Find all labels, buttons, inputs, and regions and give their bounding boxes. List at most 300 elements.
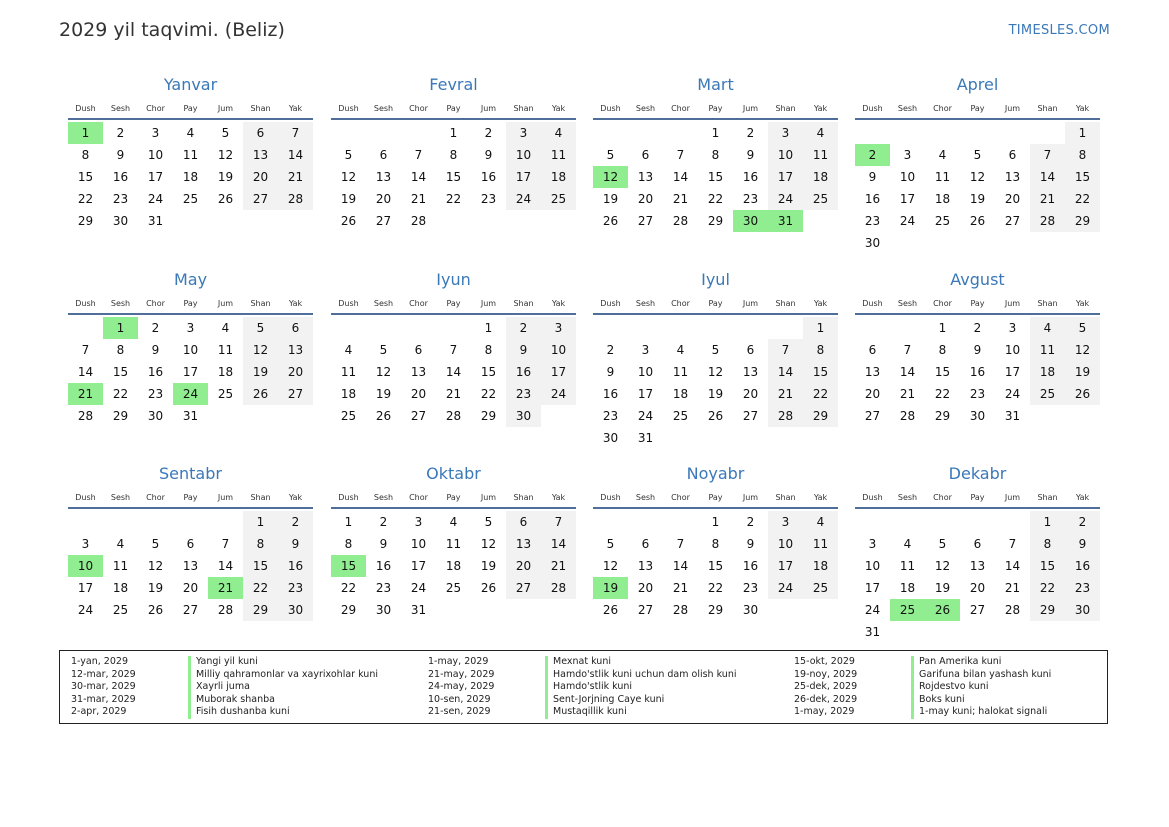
empty-cell <box>366 317 401 339</box>
day-cell: 17 <box>182 365 199 379</box>
weekday-label: Yak <box>813 493 828 502</box>
day-cell: 5 <box>606 537 615 551</box>
weekday-label: Chor <box>933 299 952 308</box>
site-link[interactable]: TIMESLES.COM <box>1008 23 1110 38</box>
weekday-header <box>855 102 1100 116</box>
day-cell: 29 <box>480 409 497 423</box>
day-cell: 16 <box>112 170 129 184</box>
day-cell: 12 <box>1065 339 1100 361</box>
month-aprel <box>855 73 1100 254</box>
week-row <box>593 361 838 383</box>
empty-cell <box>890 122 925 144</box>
empty-cell <box>1065 621 1100 643</box>
weekday-label: Jum <box>742 493 759 502</box>
day-cell: 21 <box>445 387 462 401</box>
empty-cell <box>436 210 471 232</box>
weekday-label: Jum <box>217 104 234 113</box>
empty-cell <box>506 599 541 621</box>
weekday-label: Jum <box>1004 493 1021 502</box>
day-cell: 16 <box>1065 555 1100 577</box>
month-dekabr <box>855 462 1100 643</box>
weekday-label: Shan <box>775 104 796 113</box>
day-cell: 22 <box>803 383 838 405</box>
day-cell: 18 <box>541 166 576 188</box>
week-row <box>331 511 576 533</box>
day-cell: 3 <box>1008 321 1017 335</box>
day-cell: 9 <box>151 343 160 357</box>
day-cell: 23 <box>480 192 497 206</box>
day-cell: 3 <box>414 515 423 529</box>
week-row <box>855 533 1100 555</box>
day-cell: 13 <box>375 170 392 184</box>
month-name: Mart <box>697 75 734 94</box>
weekday-label: Chor <box>933 493 952 502</box>
day-cell: 12 <box>707 365 724 379</box>
day-cell: 24 <box>1004 387 1021 401</box>
weekday-label: Dush <box>75 493 96 502</box>
weekday-label: Jum <box>1004 299 1021 308</box>
day-cell: 24 <box>768 188 803 210</box>
day-cell: 11 <box>182 148 199 162</box>
week-row <box>593 166 838 188</box>
weekday-label: Shan <box>250 299 271 308</box>
empty-cell <box>960 122 995 144</box>
weekday-label: Yak <box>551 104 566 113</box>
day-cell: 11 <box>541 144 576 166</box>
holiday-entry <box>428 681 736 694</box>
day-cell: 27 <box>410 409 427 423</box>
day-cell: 23 <box>1065 577 1100 599</box>
month-name: May <box>173 270 208 289</box>
weekday-label: Shan <box>775 299 796 308</box>
day-cell: 8 <box>938 343 947 357</box>
weekday-label: Jum <box>480 493 497 502</box>
empty-cell <box>208 511 243 533</box>
day-cell: 8 <box>116 343 125 357</box>
day-cell: 19 <box>147 581 164 595</box>
day-cell: 20 <box>506 555 541 577</box>
holiday-date: 31-mar, 2029 <box>71 693 136 705</box>
day-cell: 10 <box>768 533 803 555</box>
day-cell: 8 <box>711 148 720 162</box>
weekday-label: Chor <box>409 299 428 308</box>
weekday-label: Jum <box>1004 104 1021 113</box>
day-cell: 7 <box>541 511 576 533</box>
empty-cell <box>663 317 698 339</box>
weekday-label: Pay <box>970 493 985 502</box>
day-cell: 24 <box>864 603 881 617</box>
day-cell: 10 <box>147 148 164 162</box>
day-cell: 13 <box>410 365 427 379</box>
day-cell: 16 <box>506 361 541 383</box>
empty-cell <box>471 599 506 621</box>
day-cell: 14 <box>768 361 803 383</box>
day-cell: 25 <box>541 188 576 210</box>
day-cell: 28 <box>278 188 313 210</box>
day-cell: 7 <box>449 343 458 357</box>
day-cell: 16 <box>375 559 392 573</box>
weekday-label: Yak <box>288 299 303 308</box>
weekday-label: Pay <box>183 104 198 113</box>
empty-cell <box>1030 122 1065 144</box>
empty-cell <box>960 621 995 643</box>
weekday-label: Pay <box>183 299 198 308</box>
day-cell: 12 <box>480 537 497 551</box>
day-cell: 15 <box>77 170 94 184</box>
day-cell: 24 <box>637 409 654 423</box>
day-cell: 8 <box>1030 533 1065 555</box>
empty-cell <box>1030 232 1065 254</box>
holiday-entry <box>794 656 1051 669</box>
week-row <box>855 232 1100 254</box>
day-cell: 31 <box>637 431 654 445</box>
week-row <box>593 405 838 427</box>
month-mart <box>593 73 838 232</box>
holiday-column <box>71 656 378 719</box>
week-row <box>593 599 838 621</box>
day-cell: 3 <box>151 126 160 140</box>
day-cell: 24 <box>77 603 94 617</box>
day-cell: 6 <box>243 122 278 144</box>
day-cell: 10 <box>506 144 541 166</box>
header-divider <box>68 507 313 509</box>
day-cell: 24 <box>173 383 208 405</box>
day-cell: 14 <box>217 559 234 573</box>
day-cell: 30 <box>147 409 164 423</box>
day-cell: 23 <box>864 214 881 228</box>
day-cell: 8 <box>81 148 90 162</box>
day-cell: 25 <box>803 577 838 599</box>
week-row <box>68 361 313 383</box>
week-row <box>593 188 838 210</box>
holiday-name: Fisih dushanba kuni <box>188 706 290 719</box>
day-cell: 10 <box>541 339 576 361</box>
week-row <box>331 210 576 232</box>
day-cell: 22 <box>480 387 497 401</box>
empty-cell <box>803 599 838 621</box>
week-row <box>593 210 838 232</box>
weekday-label: Pay <box>970 299 985 308</box>
empty-cell <box>1065 232 1100 254</box>
empty-cell <box>208 210 243 232</box>
weekday-header <box>855 491 1100 505</box>
weekday-header <box>331 297 576 311</box>
holiday-date: 24-may, 2029 <box>428 681 495 692</box>
day-cell: 10 <box>899 170 916 184</box>
week-row <box>855 122 1100 144</box>
weekday-label: Yak <box>551 493 566 502</box>
day-cell: 23 <box>602 409 619 423</box>
day-cell: 26 <box>243 383 278 405</box>
empty-cell <box>925 232 960 254</box>
day-cell: 17 <box>768 555 803 577</box>
holiday-entry <box>794 694 1051 707</box>
day-cell: 12 <box>375 365 392 379</box>
empty-cell <box>925 621 960 643</box>
day-cell: 7 <box>414 148 423 162</box>
weekday-header <box>331 491 576 505</box>
day-cell: 12 <box>969 170 986 184</box>
day-cell: 9 <box>746 148 755 162</box>
day-cell: 27 <box>506 577 541 599</box>
day-cell: 24 <box>541 383 576 405</box>
day-cell: 9 <box>606 365 615 379</box>
day-cell: 23 <box>742 192 759 206</box>
day-cell: 31 <box>410 603 427 617</box>
empty-cell <box>278 210 313 232</box>
week-row <box>68 122 313 144</box>
weekday-label: Jum <box>742 104 759 113</box>
day-cell: 18 <box>182 170 199 184</box>
month-avgust <box>855 268 1100 427</box>
weekday-label: Pay <box>446 299 461 308</box>
weekday-label: Dush <box>862 493 883 502</box>
weekday-label: Sesh <box>373 299 394 308</box>
empty-cell <box>436 317 471 339</box>
day-cell: 3 <box>868 537 877 551</box>
holiday-entry <box>794 669 1051 682</box>
day-cell: 22 <box>445 192 462 206</box>
month-fevral <box>331 73 576 232</box>
empty-cell <box>995 511 1030 533</box>
week-row <box>855 511 1100 533</box>
day-cell: 30 <box>742 603 759 617</box>
empty-cell <box>628 511 663 533</box>
day-cell: 18 <box>899 581 916 595</box>
day-cell: 2 <box>606 343 615 357</box>
day-cell: 6 <box>1008 148 1017 162</box>
day-cell: 10 <box>182 343 199 357</box>
day-cell: 8 <box>803 339 838 361</box>
day-cell: 27 <box>969 603 986 617</box>
day-cell: 13 <box>506 533 541 555</box>
holiday-entry <box>794 706 1051 719</box>
day-cell: 14 <box>278 144 313 166</box>
day-cell: 31 <box>1004 409 1021 423</box>
day-cell: 6 <box>973 537 982 551</box>
day-cell: 2 <box>278 511 313 533</box>
day-cell: 8 <box>484 343 493 357</box>
day-cell: 5 <box>484 515 493 529</box>
weekday-header <box>68 297 313 311</box>
day-cell: 28 <box>1030 210 1065 232</box>
day-cell: 14 <box>77 365 94 379</box>
holiday-date: 19-noy, 2029 <box>794 668 858 680</box>
day-cell: 29 <box>707 603 724 617</box>
day-cell: 24 <box>147 192 164 206</box>
weekday-label: Sesh <box>897 493 918 502</box>
empty-cell <box>278 405 313 427</box>
week-row <box>68 533 313 555</box>
day-cell: 29 <box>1065 210 1100 232</box>
day-cell: 29 <box>803 405 838 427</box>
holiday-entry <box>71 694 378 707</box>
day-cell: 28 <box>768 405 803 427</box>
day-cell: 30 <box>733 210 768 232</box>
month-name: Sentabr <box>159 464 222 483</box>
day-cell: 16 <box>742 170 759 184</box>
day-cell: 1 <box>103 317 138 339</box>
month-name: Aprel <box>956 75 999 94</box>
header-divider <box>331 313 576 315</box>
day-cell: 2 <box>116 126 125 140</box>
day-cell: 21 <box>410 192 427 206</box>
day-cell: 21 <box>1004 581 1021 595</box>
header-divider <box>593 118 838 120</box>
day-cell: 26 <box>340 214 357 228</box>
day-cell: 11 <box>803 533 838 555</box>
day-cell: 29 <box>934 409 951 423</box>
weekday-header <box>68 491 313 505</box>
day-cell: 9 <box>506 339 541 361</box>
empty-cell <box>698 317 733 339</box>
month-oktabr <box>331 462 576 621</box>
day-cell: 29 <box>707 214 724 228</box>
day-cell: 1 <box>711 126 720 140</box>
day-cell: 8 <box>711 537 720 551</box>
day-cell: 9 <box>116 148 125 162</box>
weekday-label: Shan <box>250 493 271 502</box>
day-cell: 14 <box>672 170 689 184</box>
empty-cell <box>890 511 925 533</box>
day-cell: 25 <box>1030 383 1065 405</box>
day-cell: 26 <box>375 409 392 423</box>
day-cell: 13 <box>1004 170 1021 184</box>
day-cell: 17 <box>410 559 427 573</box>
week-row <box>331 599 576 621</box>
day-cell: 23 <box>506 383 541 405</box>
week-row <box>331 383 576 405</box>
day-cell: 26 <box>969 214 986 228</box>
empty-cell <box>960 511 995 533</box>
day-cell: 5 <box>379 343 388 357</box>
day-cell: 21 <box>68 383 103 405</box>
month-name: Noyabr <box>686 464 745 483</box>
day-cell: 10 <box>768 144 803 166</box>
day-cell: 20 <box>243 166 278 188</box>
day-cell: 5 <box>1065 317 1100 339</box>
day-cell: 27 <box>243 188 278 210</box>
day-cell: 23 <box>742 581 759 595</box>
day-cell: 25 <box>672 409 689 423</box>
day-cell: 13 <box>243 144 278 166</box>
weekday-label: Chor <box>409 493 428 502</box>
day-cell: 28 <box>672 603 689 617</box>
day-cell: 19 <box>243 361 278 383</box>
day-cell: 11 <box>803 144 838 166</box>
weekday-label: Shan <box>250 104 271 113</box>
day-cell: 30 <box>864 236 881 250</box>
week-row <box>331 166 576 188</box>
weekday-label: Pay <box>446 493 461 502</box>
day-cell: 7 <box>81 343 90 357</box>
day-cell: 20 <box>278 361 313 383</box>
holiday-date: 21-sen, 2029 <box>428 706 491 717</box>
holiday-name: Pan Amerika kuni <box>911 656 1001 669</box>
empty-cell <box>890 232 925 254</box>
day-cell: 26 <box>1065 383 1100 405</box>
weekday-header <box>855 297 1100 311</box>
day-cell: 2 <box>973 321 982 335</box>
day-cell: 20 <box>969 581 986 595</box>
holiday-name: Yangi yil kuni <box>188 656 258 669</box>
day-cell: 21 <box>899 387 916 401</box>
day-cell: 21 <box>1030 188 1065 210</box>
empty-cell <box>593 122 628 144</box>
weekday-label: Jum <box>217 493 234 502</box>
week-row <box>593 577 838 599</box>
day-cell: 19 <box>480 559 497 573</box>
day-cell: 5 <box>711 343 720 357</box>
week-row <box>331 122 576 144</box>
day-cell: 7 <box>676 537 685 551</box>
day-cell: 11 <box>672 365 689 379</box>
day-cell: 27 <box>742 409 759 423</box>
day-cell: 29 <box>340 603 357 617</box>
holiday-date: 1-may, 2029 <box>428 656 489 667</box>
day-cell: 15 <box>1030 555 1065 577</box>
week-row <box>855 339 1100 361</box>
weekday-label: Yak <box>813 104 828 113</box>
day-cell: 15 <box>480 365 497 379</box>
day-cell: 5 <box>243 317 278 339</box>
week-row <box>68 511 313 533</box>
month-name: Iyul <box>701 270 730 289</box>
empty-cell <box>803 427 838 449</box>
week-row <box>331 555 576 577</box>
day-cell: 4 <box>541 122 576 144</box>
day-cell: 9 <box>973 343 982 357</box>
weekday-label: Chor <box>146 299 165 308</box>
weekday-label: Sesh <box>373 104 394 113</box>
empty-cell <box>401 317 436 339</box>
day-cell: 21 <box>768 383 803 405</box>
holiday-name: Muborak shanba <box>188 694 275 707</box>
day-cell: 23 <box>375 581 392 595</box>
day-cell: 25 <box>445 581 462 595</box>
week-row <box>593 427 838 449</box>
weekday-label: Yak <box>1075 493 1090 502</box>
day-cell: 12 <box>340 170 357 184</box>
day-cell: 19 <box>340 192 357 206</box>
empty-cell <box>436 599 471 621</box>
day-cell: 13 <box>637 559 654 573</box>
holiday-name: Sent-Jorjning Caye kuni <box>545 694 664 707</box>
day-cell: 25 <box>890 599 925 621</box>
day-cell: 4 <box>803 122 838 144</box>
day-cell: 20 <box>637 192 654 206</box>
week-row <box>68 166 313 188</box>
day-cell: 25 <box>217 387 234 401</box>
day-cell: 28 <box>77 409 94 423</box>
week-row <box>593 122 838 144</box>
week-row <box>331 188 576 210</box>
day-cell: 22 <box>1030 577 1065 599</box>
empty-cell <box>733 317 768 339</box>
weekday-label: Yak <box>813 299 828 308</box>
day-cell: 4 <box>344 343 353 357</box>
week-row <box>331 533 576 555</box>
day-cell: 18 <box>445 559 462 573</box>
day-cell: 1 <box>711 515 720 529</box>
holiday-date: 26-dek, 2029 <box>794 693 858 705</box>
empty-cell <box>995 122 1030 144</box>
holiday-name: Mustaqillik kuni <box>545 706 627 719</box>
week-row <box>855 210 1100 232</box>
day-cell: 30 <box>278 599 313 621</box>
day-cell: 5 <box>221 126 230 140</box>
day-cell: 3 <box>186 321 195 335</box>
